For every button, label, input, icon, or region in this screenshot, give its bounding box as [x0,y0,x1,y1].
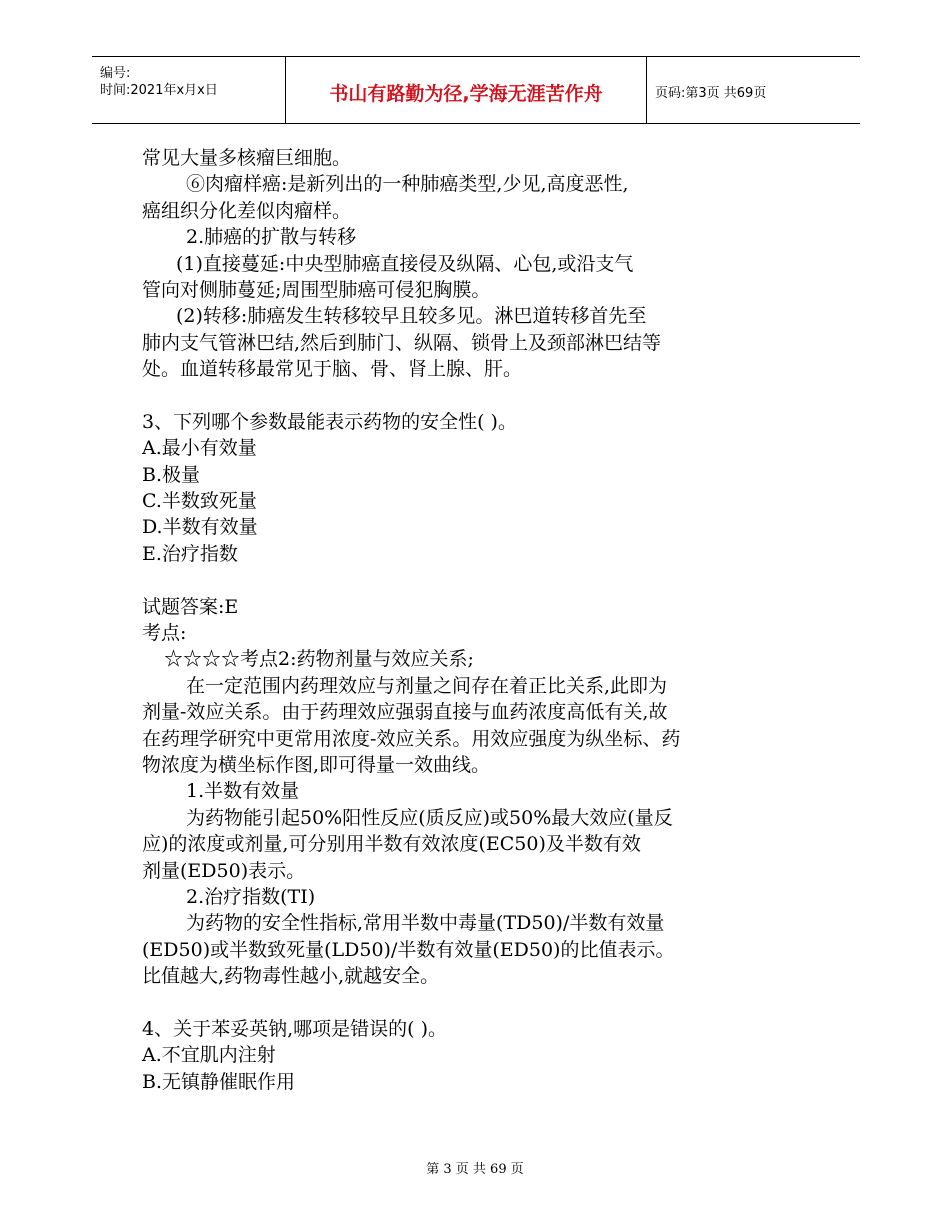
question-4: 4、关于苯妥英钠,哪项是错误的( )。 [142,1017,447,1040]
page-header [92,56,860,124]
text-line: 常见大量多核瘤巨细胞。 [142,147,352,169]
text-line: 在药理学研究中更常用浓度-效应关系。用效应强度为纵坐标、药 [142,727,681,750]
text-line: (2)转移:肺癌发生转移较早且较多见。淋巴道转移首先至 [176,305,647,328]
text-line: 为药物能引起50%阳性反应(质反应)或50%最大效应(量反 [186,806,673,829]
section-heading: 2.治疗指数(TI) [186,885,316,908]
text-line: 为药物的安全性指标,常用半数中毒量(TD50)/半数有效量 [186,912,665,935]
page-footer: 第 3 页 共 69 页 [426,1162,524,1177]
spacer [142,383,832,409]
document-body [142,145,832,1095]
text-line: (1)直接蔓延:中央型肺癌直接侵及纵隔、心包,或沿支气 [176,252,634,275]
spacer [142,990,832,1016]
option-b: B.无镇静催眠作用 [142,1070,296,1093]
option-a: A.不宜肌内注射 [142,1044,276,1067]
spacer [142,567,832,593]
option-c: C.半数致死量 [142,490,257,513]
header-motto-cell [286,57,647,123]
doc-number-label: 编号: [100,66,131,81]
header-motto: 书山有路勤为径,学海无涯苦作舟 [329,83,603,105]
option-a: A.最小有效量 [142,437,257,460]
text-line: 肺内支气管淋巴结,然后到肺门、纵隔、锁骨上及颈部淋巴结等 [142,331,662,354]
text-line: 剂量(ED50)表示。 [142,859,306,882]
text-line: (ED50)或半数致死量(LD50)/半数有效量(ED50)的比值表示。 [142,938,675,961]
text-line: 在一定范围内药理效应与剂量之间存在着正比关系,此即为 [186,674,668,697]
section-heading: 2.肺癌的扩散与转移 [186,226,357,249]
header-page-number: 页码:第3页 共69页 [655,86,767,101]
key-point-title: ☆☆☆☆考点2:药物剂量与效应关系; [164,648,474,671]
section-heading: 1.半数有效量 [186,780,300,803]
question-3: 3、下列哪个参数最能表示药物的安全性( )。 [142,410,517,433]
doc-time-label: 时间:2021年x月x日 [100,83,218,98]
text-line: 剂量-效应关系。由于药理效应强弱直接与血药浓度高低有关,故 [142,701,668,724]
answer-line: 试题答案:E [142,595,239,618]
header-meta-cell [92,57,286,123]
key-point-label: 考点: [142,622,187,645]
text-line: 比值越大,药物毒性越小,就越安全。 [142,965,440,988]
option-d: D.半数有效量 [142,516,258,539]
text-line: 癌组织分化差似肉瘤样。 [142,199,352,222]
header-page-cell [647,57,860,123]
text-line: 处。血道转移最常见于脑、骨、肾上腺、肝。 [142,358,523,381]
option-b: B.极量 [142,463,201,486]
text-line: 应)的浓度或剂量,可分别用半数有效浓度(EC50)及半数有效 [142,833,641,856]
option-e: E.治疗指数 [142,542,238,565]
text-line: 物浓度为横坐标作图,即可得量一效曲线。 [142,753,491,776]
text-line: 管向对侧肺蔓延;周围型肺癌可侵犯胸膜。 [142,278,491,301]
text-line: ⑥肉瘤样癌:是新列出的一种肺癌类型,少见,高度恶性, [186,173,629,196]
